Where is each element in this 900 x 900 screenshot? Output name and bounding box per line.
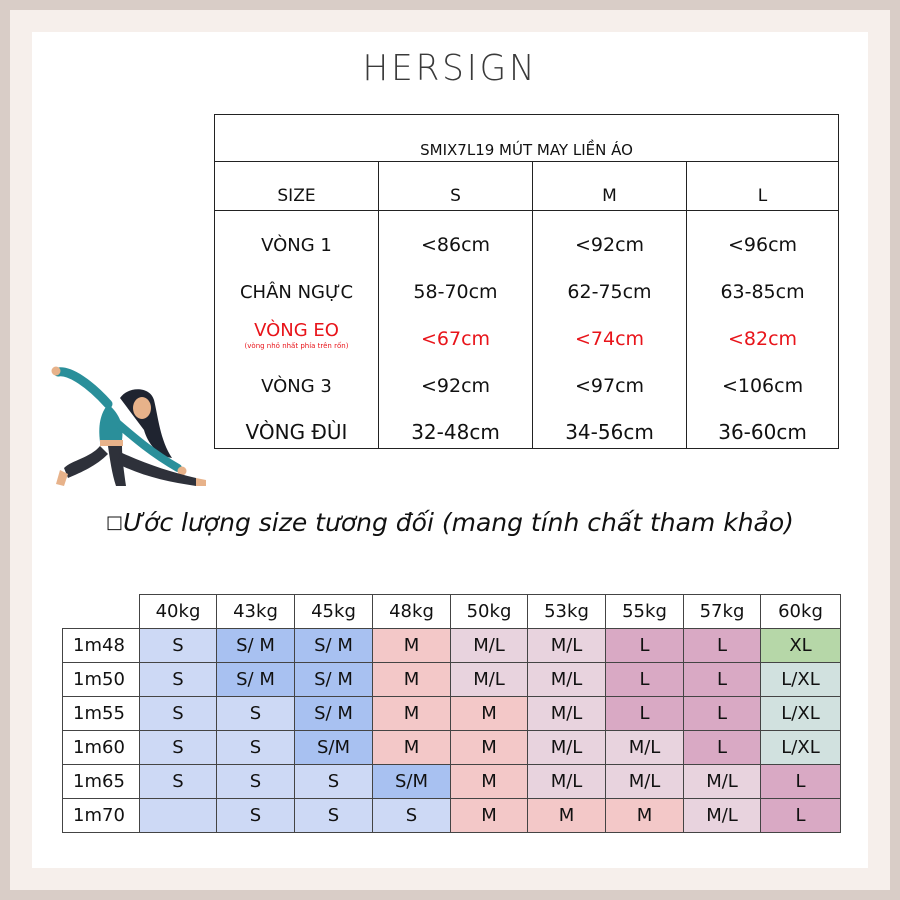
- weight-header: 48kg: [373, 595, 451, 629]
- size-cell: S/ M: [217, 629, 295, 663]
- brand-logo: HERSIGN: [362, 48, 538, 89]
- size-cell: S: [217, 765, 295, 799]
- corner-cell: [63, 595, 140, 629]
- size-value: <82cm: [687, 305, 839, 352]
- height-row: [63, 765, 841, 799]
- size-cell: L/XL: [761, 731, 841, 765]
- size-value: <86cm: [379, 211, 533, 259]
- size-value: <67cm: [379, 305, 533, 352]
- size-cell: L: [606, 697, 684, 731]
- size-value: 34-56cm: [533, 399, 687, 449]
- size-value: 58-70cm: [379, 258, 533, 305]
- size-cell: L: [761, 799, 841, 833]
- size-cell: S/ M: [295, 629, 373, 663]
- size-cell: M/L: [684, 799, 761, 833]
- size-cell: L/XL: [761, 697, 841, 731]
- size-cell: S/ M: [295, 697, 373, 731]
- size-value: <74cm: [533, 305, 687, 352]
- size-row-vong3: [215, 352, 839, 399]
- size-cell: S: [140, 663, 217, 697]
- size-value: <97cm: [533, 352, 687, 399]
- header-cell: L: [687, 162, 839, 211]
- size-cell: M/L: [451, 629, 528, 663]
- size-cell: M/L: [451, 663, 528, 697]
- size-estimate-caption: [0, 508, 900, 537]
- size-cell: L: [606, 663, 684, 697]
- size-cell: M/L: [528, 697, 606, 731]
- row-label-cell: [215, 305, 379, 352]
- size-cell: M: [451, 731, 528, 765]
- height-row: [63, 629, 841, 663]
- size-cell: S: [295, 799, 373, 833]
- size-cell: M/L: [528, 765, 606, 799]
- height-label: 1m55: [63, 697, 140, 731]
- size-chart-title: SMIX7L19 MÚT MAY LIỀN ÁO: [215, 115, 839, 162]
- size-cell: M/L: [606, 731, 684, 765]
- size-cell: XL: [761, 629, 841, 663]
- weight-header: 57kg: [684, 595, 761, 629]
- size-chart-header-row: [215, 162, 839, 211]
- size-cell: M/L: [528, 629, 606, 663]
- size-chart-title-row: [215, 115, 839, 162]
- height-label: 1m50: [63, 663, 140, 697]
- size-cell: S: [217, 697, 295, 731]
- size-value: <92cm: [533, 211, 687, 259]
- size-cell: M: [528, 799, 606, 833]
- size-cell: M: [373, 663, 451, 697]
- size-cell: S: [140, 697, 217, 731]
- size-cell: S/M: [373, 765, 451, 799]
- size-chart-table: [214, 114, 839, 449]
- header-cell: SIZE: [215, 162, 379, 211]
- size-row-vong-dui: [215, 399, 839, 449]
- size-value: <96cm: [687, 211, 839, 259]
- size-cell: L: [684, 629, 761, 663]
- row-label-note: (vòng nhỏ nhất phía trên rốn): [244, 342, 349, 350]
- size-value: <106cm: [687, 352, 839, 399]
- size-cell: S/ M: [217, 663, 295, 697]
- size-cell: S: [140, 731, 217, 765]
- size-value: <92cm: [379, 352, 533, 399]
- size-cell: S: [295, 765, 373, 799]
- height-row: [63, 799, 841, 833]
- height-label: 1m48: [63, 629, 140, 663]
- height-row: [63, 731, 841, 765]
- row-label: VÒNG 1: [215, 211, 379, 259]
- size-cell: M: [451, 765, 528, 799]
- size-value: 32-48cm: [379, 399, 533, 449]
- size-cell: M/L: [528, 663, 606, 697]
- size-cell: M: [373, 697, 451, 731]
- size-cell: S: [217, 731, 295, 765]
- size-cell: L: [684, 663, 761, 697]
- size-cell: M: [451, 697, 528, 731]
- size-cell: M: [373, 731, 451, 765]
- weight-header: 55kg: [606, 595, 684, 629]
- weight-header: 40kg: [140, 595, 217, 629]
- row-label: VÒNG ĐÙI: [215, 399, 379, 449]
- size-cell: L: [606, 629, 684, 663]
- weight-header-row: [63, 595, 841, 629]
- weight-header: 53kg: [528, 595, 606, 629]
- yoga-woman-illustration: [50, 360, 210, 500]
- size-cell: L: [761, 765, 841, 799]
- size-cell: S/M: [295, 731, 373, 765]
- size-value: 62-75cm: [533, 258, 687, 305]
- header-cell: S: [379, 162, 533, 211]
- size-cell: L: [684, 731, 761, 765]
- size-row-vong1: [215, 211, 839, 259]
- size-cell: S: [217, 799, 295, 833]
- size-cell: S: [140, 629, 217, 663]
- size-cell: M: [451, 799, 528, 833]
- weight-header: 43kg: [217, 595, 295, 629]
- size-cell: M: [373, 629, 451, 663]
- missing-glyph-box-icon: □: [106, 512, 124, 533]
- size-cell: [140, 799, 217, 833]
- size-cell: M/L: [528, 731, 606, 765]
- size-value: 63-85cm: [687, 258, 839, 305]
- height-row: [63, 697, 841, 731]
- weight-header: 50kg: [451, 595, 528, 629]
- size-row-vong-eo: [215, 305, 839, 352]
- caption-text: Ước lượng size tương đối (mang tính chất tham khảo): [123, 508, 794, 537]
- height-label: 1m70: [63, 799, 140, 833]
- size-cell: S: [140, 765, 217, 799]
- size-value: 36-60cm: [687, 399, 839, 449]
- weight-header: 45kg: [295, 595, 373, 629]
- size-cell: M: [606, 799, 684, 833]
- weight-header: 60kg: [761, 595, 841, 629]
- size-cell: L/XL: [761, 663, 841, 697]
- size-cell: S: [373, 799, 451, 833]
- row-label: VÒNG EO: [254, 320, 339, 341]
- height-label: 1m60: [63, 731, 140, 765]
- size-cell: M/L: [684, 765, 761, 799]
- size-row-chan-nguc: [215, 258, 839, 305]
- size-cell: M/L: [606, 765, 684, 799]
- size-cell: L: [684, 697, 761, 731]
- row-label: CHÂN NGỰC: [215, 258, 379, 305]
- height-label: 1m65: [63, 765, 140, 799]
- header-cell: M: [533, 162, 687, 211]
- height-weight-size-table: [62, 594, 841, 833]
- height-row: [63, 663, 841, 697]
- size-cell: S/ M: [295, 663, 373, 697]
- row-label: VÒNG 3: [215, 352, 379, 399]
